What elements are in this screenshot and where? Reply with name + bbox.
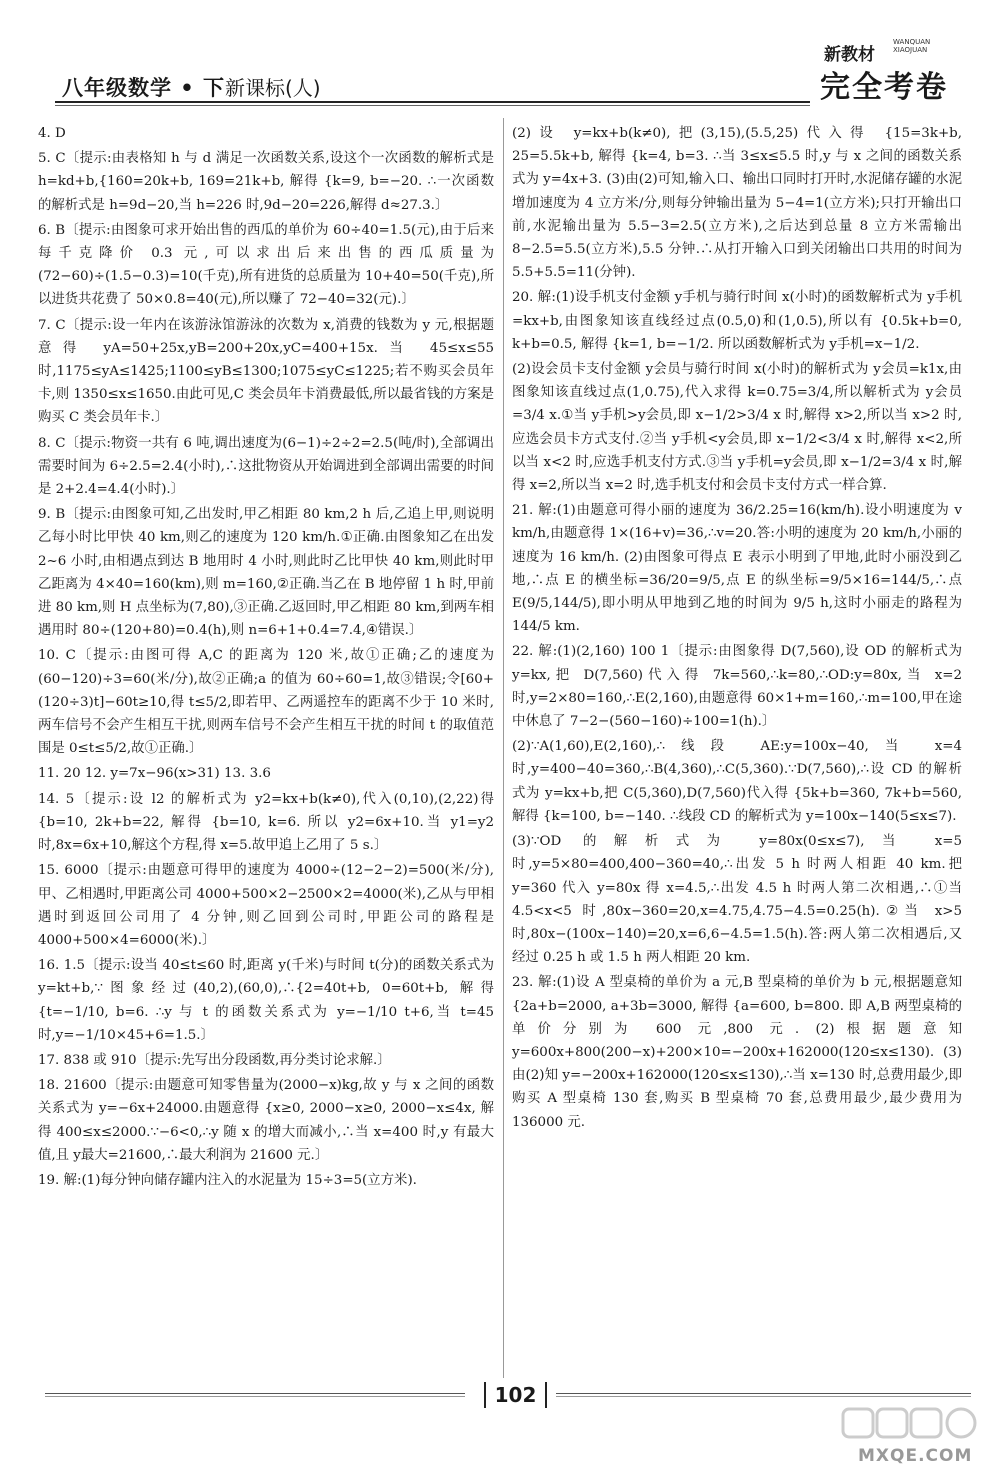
answer-item: (3)∵OD 的解析式为 y=80x(0≤x≤7),当 x=5 时,y=5×80=400,400−360=40,∴出发 5 h 时两人相距 40 km.把 y=360 代入 y=80x 得 x=4.5,∴出发 4.5 h 时两人第二次相遇,∴①当 4.5<x<5 时,80x−360=20,x=4.75,4.75−4.5=0.25(h).②当 x>5 时,80x−(100x−140)=20,x=6,6−4.5=1.5(h).答:两人第二次相遇后,又经过 0.25 h 或 1.5 h 两人相距 20 km. <box>512 834 962 966</box>
answer-item: 19. 解:(1)每分钟向储存罐内注入的水泥量为 15÷3=5(立方米). <box>38 1172 417 1188</box>
brand-logo-text: 完全考卷 <box>820 70 948 105</box>
answer-item: 18. 21600〔提示:由题意可知零售量为(2000−x)kg,故 y 与 x 之间的函数关系式为 y=−6x+24000.由题意得 {x≥0, 2000−x≥0, 2000−x≤4x, 解得 400≤x≤2000.∵−6<0,∴y 随 x 的增大而减小,∴当 x=400 时,y 有最大值,且 y最大=21600,∴最大利润为 21600 元.〕 <box>38 1078 494 1163</box>
brand-top-text: 新教材 <box>824 45 875 65</box>
column-divider <box>503 118 504 1378</box>
answer-item: 7. C〔提示:设一年内在该游泳馆游泳的次数为 x,消费的钱数为 y 元,根据题意得 yA=50+25x,yB=200+20x,yC=400+15x.当 45≤x≤55 时,1175≤yA≤1425;1100≤yB≤1300;1075≤yC≤1225;若不购买会员年卡,则 1350≤x≤1650.由此可见,C 类会员年卡消费最低,所以最省钱的方案是购买 C 类会员年卡.〕 <box>38 317 494 426</box>
header-rule-thin <box>55 105 810 106</box>
answer-item: 21. 解:(1)由题意可得小丽的速度为 36/2.25=16(km/h).设小明速度为 v km/h,由题意得 1×(16+v)=36,∴v=20.答:小明的速度为 20 km/h,小丽的速度为 16 km/h. (2)由图象可得点 E 表示小明到了甲地,此时小丽没到乙地,∴点 E 的横坐标=36/20=9/5,点 E 的纵坐标=9/5×16=144/5,∴点 E(9/5,144/5),即小明从甲地到乙地的时间为 9/5 h,这时小丽走的路程为 144/5 km. <box>512 503 962 635</box>
answer-item: 10. C〔提示:由图可得 A,C 的距离为 120 米,故①正确;乙的速度为(60−120)÷3=60(米/分),故②正确;a 的值为 60÷60=1,故③错误;令[60+(120÷3)t]−60t≥10,得 t≤5/2,即若甲、乙两遥控车的距离不少于 10 米时,两车信号不会产生相互干扰,则两车信号不会产生相互干扰的时间 t 的取值范围是 0≤t≤5/2,故①正确.〕 <box>38 648 494 757</box>
right-column <box>512 122 962 1136</box>
book-title: 八年级数学 • 下 <box>62 76 226 100</box>
answer-item: 14. 5〔提示:设 l2 的解析式为 y2=kx+b(k≠0),代入(0,10),(2,22)得 {b=10, 2k+b=22, 解得 {b=10, k=6. 所以 y2=6x+10.当 y1=y2 时,8x=6x+10,解这个方程,得 x=5.故甲追上乙用了 5 s.〕 <box>38 791 494 854</box>
footer-rule-right <box>556 1393 971 1394</box>
footer-rule-left-thin <box>45 1396 465 1397</box>
answer-item: 23. 解:(1)设 A 型桌椅的单价为 a 元,B 型桌椅的单价为 b 元,根据题意知 {2a+b=2000, a+3b=3000, 解得 {a=600, b=800. 即 A,B 两型桌椅的单价分别为 600 元,800 元. (2)根据题意知 y=600x+800(200−x)+200×10=−200x+162000(120≤x≤130). (3)由(2)知 y=−200x+162000(120≤x≤130),∴当 x=130 时,总费用最少,即购买 A 型桌椅 130 套,购买 B 型桌椅 70 套,总费用最少,最少费用为 136000 元. <box>512 975 962 1130</box>
answer-item: (2)设 y=kx+b(k≠0),把(3,15),(5.5,25)代入得 {15=3k+b, 25=5.5k+b, 解得 {k=4, b=3. ∴当 3≤x≤5.5 时,y 与 x 之间的函数关系式为 y=4x+3. (3)由(2)可知,输入口、输出口同时打开时,水泥储存罐的水泥增加速度为 4 立方米/分,则每分钟输出量为 5−4=1(立方米);只打开输出口前,水泥输出量为 5.5−3=2.5(立方米),之后达到总量 8 立方米需输出 8−2.5=5.5(立方米),5.5 分钟.∴从打开输入口到关闭输出口共用的时间为 5.5+5.5=11(分钟). <box>512 126 962 281</box>
answer-item: (2)设会员卡支付金额 y会员与骑行时间 x(小时)的解析式为 y会员=k1x,由图象知该直线过点(1,0.75),代入求得 k=0.75=3/4,所以解析式为 y会员=3/4 x.①当 y手机>y会员,即 x−1/2>3/4 x 时,解得 x>2,所以当 x>2 时,应选会员卡方式支付.②当 y手机<y会员,即 x−1/2<3/4 x 时,解得 x<2,所以当 x<2 时,应选手机支付方式.③当 y手机=y会员,即 x−1/2=3/4 x 时,解得 x=2,所以当 x=2 时,选手机支付和会员卡支付方式一样合算. <box>512 362 962 494</box>
watermark-text: MXQE.COM <box>858 1446 973 1466</box>
book-edition: 新课标(人) <box>225 76 321 100</box>
answer-item: 9. B〔提示:由图象可知,乙出发时,甲乙相距 80 km,2 h 后,乙追上甲,则说明乙每小时比甲快 40 km,则乙的速度为 120 km/h.①正确.由图象知乙在出发 2~6 小时,由相遇点到达 B 地用时 4 小时,则此时乙比甲快 40 km,则此时甲乙距离为 4×40=160(km),则 m=160,②正确.当乙在 B 地停留 1 h 时,甲前进 80 km,则 H 点坐标为(7,80),③正确.乙返回时,甲乙相距 80 km,到两车相遇用时 80÷(120+80)=0.4(h),则 n=6+1+0.4=7.4,④错误.〕 <box>38 507 494 639</box>
answer-item: 15. 6000〔提示:由题意可得甲的速度为 4000÷(12−2−2)=500(米/分),甲、乙相遇时,甲距离公司 4000+500×2−2500×2=4000(米),乙从与甲相遇时到返回公司用了 4 分钟,则乙回到公司时,甲距公司的路程是 4000+500×4=6000(米).〕 <box>38 863 494 948</box>
answer-item: 8. C〔提示:物资一共有 6 吨,调出速度为(6−1)÷2÷2=2.5(吨/时),全部调出需要时间为 6÷2.5=2.4(小时),∴这批物资从开始调进到全部调出需要的时间是 2+2.4=4.4(小时).〕 <box>38 435 494 498</box>
page-number: 102 <box>494 1383 537 1407</box>
answer-item: 4. D <box>38 126 66 141</box>
footer-rule-left <box>45 1393 465 1394</box>
answer-item: 11. 20 12. y=7x−96(x>31) 13. 3.6 <box>38 766 271 782</box>
brand-english: WANQUAN XIAOJUAN <box>893 38 931 54</box>
answer-item: 5. C〔提示:由表格知 h 与 d 满足一次函数关系,设这个一次函数的解析式是 h=kd+b,{160=20k+b, 169=21k+b, 解得 {k=9, b=−20. ∴一次函数的解析式是 h=9d−20,当 h=226 时,9d−20=226,解得 d≈27.3.〕 <box>38 151 494 213</box>
footer-rule-right-thin <box>556 1396 971 1397</box>
answer-item: (2)∵A(1,60),E(2,160),∴线段 AE:y=100x−40,当 x=4 时,y=400−40=360,∴B(4,360),∴C(5,360).∵D(7,560),∴设 CD 的解析式为 y=kx+b,把 C(5,360),D(7,560)代入得 {5k+b=360, 7k+b=560, 解得 {k=100, b=−140. ∴线段 CD 的解析式为 y=100x−140(5≤x≤7). <box>512 739 962 824</box>
answer-item: 22. 解:(1)(2,160) 100 1〔提示:由图象得 D(7,560),设 OD 的解析式为 y=kx,把 D(7,560)代入得 7k=560,∴k=80,∴OD:y=80x,当 x=2 时,y=2×80=160,∴E(2,160),由题意得 60×1+m=160,∴m=100,甲在途中休息了 7−2−(560−160)÷100=1(h).〕 <box>512 644 962 730</box>
left-column <box>38 122 494 1194</box>
answer-item: 17. 838 或 910〔提示:先写出分段函数,再分类讨论求解.〕 <box>38 1052 391 1068</box>
header-rule <box>55 101 810 103</box>
answer-item: 16. 1.5〔提示:设当 40≤t≤60 时,距离 y(千米)与时间 t(分)的函数关系式为 y=kt+b,∵图象经过(40,2),(60,0),∴{2=40t+b, 0=60t+b, 解得 {t=−1/10, b=6. ∴y 与 t 的函数关系式为 y=−1/10 t+6,当 t=45 时,y=−1/10×45+6=1.5.〕 <box>38 958 494 1043</box>
page-header <box>0 0 1000 110</box>
answer-item: 20. 解:(1)设手机支付金额 y手机与骑行时间 x(小时)的函数解析式为 y手机=kx+b,由图象知该直线经过点(0.5,0)和(1,0.5),所以有 {0.5k+b=0, k+b=0.5, 解得 {k=1, b=−1/2. 所以函数解析式为 y手机=x−1/2. <box>512 290 962 352</box>
page-number-bracket-right <box>545 1382 547 1408</box>
answer-item: 6. B〔提示:由图象可求开始出售的西瓜的单价为 60÷40=1.5(元),由于后来每千克降价 0.3 元,可以求出后来出售的西瓜质量为(72−60)÷(1.5−0.3)=10(千克),所有进货的总质量为 10+40=50(千克),所以进货共花费了 50×0.8=40(元),所以赚了 72−40=32(元).〕 <box>38 222 494 308</box>
